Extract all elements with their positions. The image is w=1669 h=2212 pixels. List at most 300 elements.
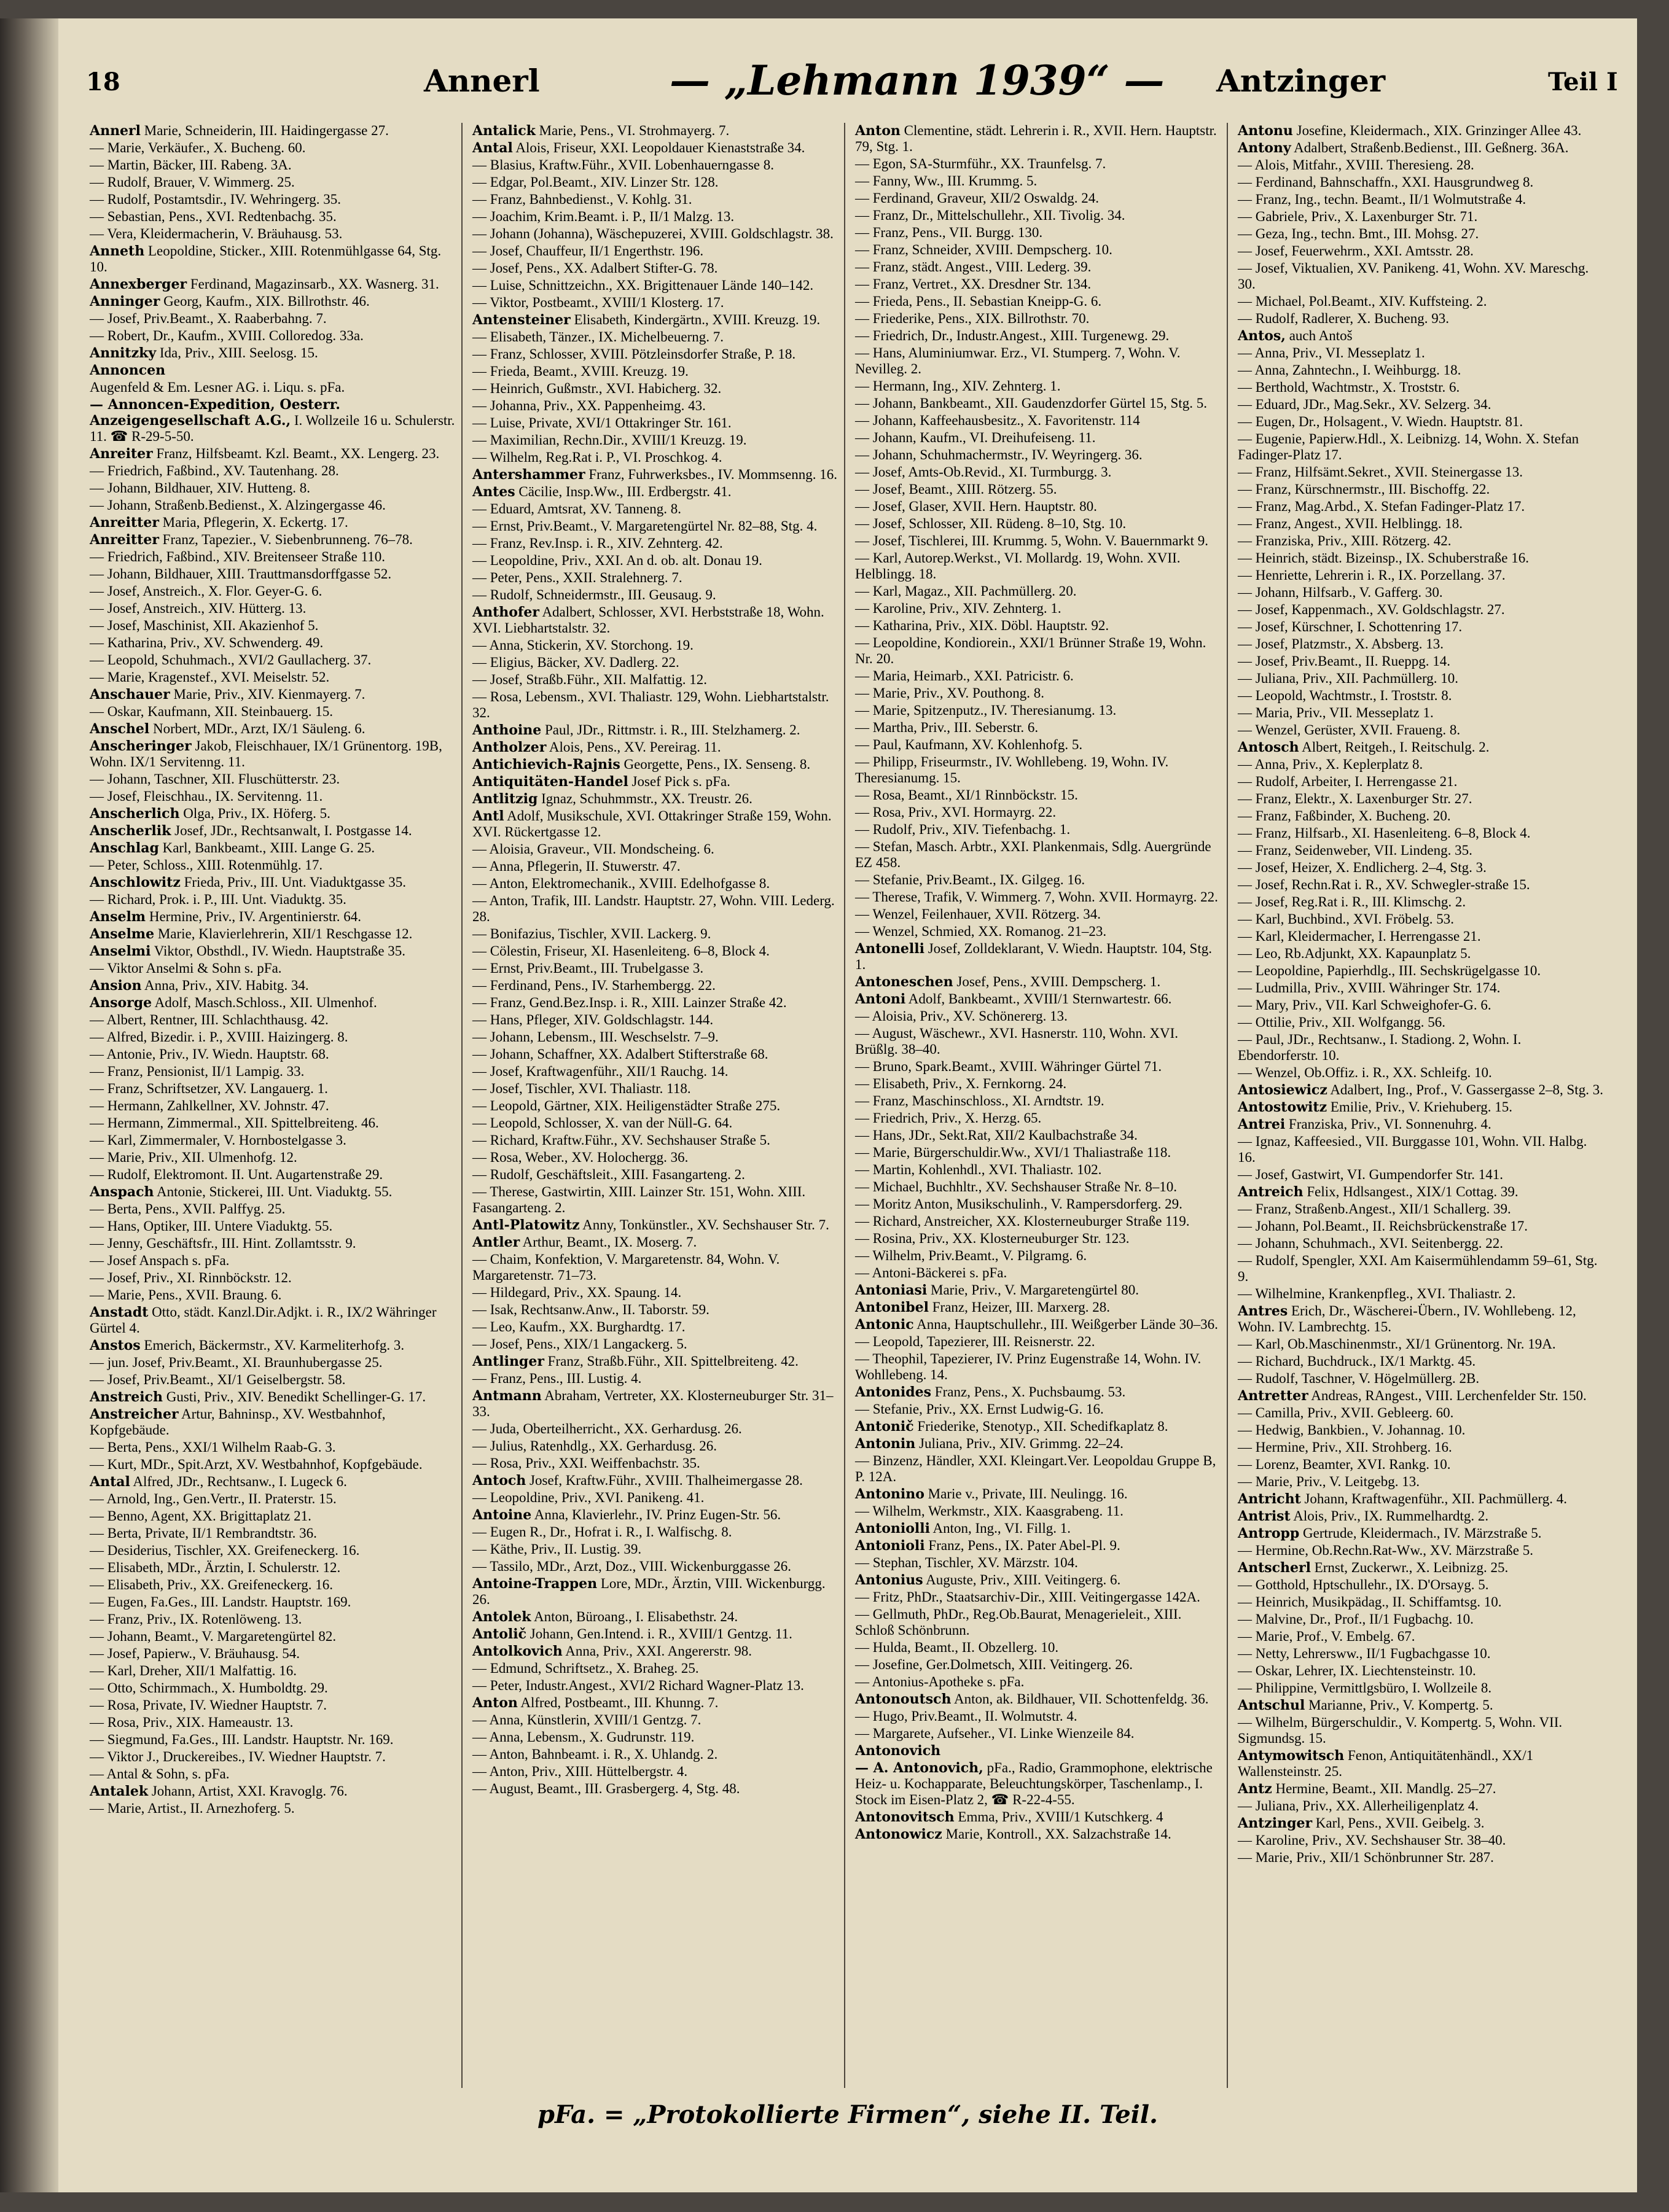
entry-details: — Anna, Stickerin, XV. Storchong. 19. [472, 637, 694, 653]
directory-entry [1238, 345, 1603, 361]
directory-entry [90, 1543, 455, 1559]
entry-details: — Josef, Priv.Beamt., XI/1 Geiselbergstr. 58. [90, 1372, 346, 1387]
directory-entry [1238, 1697, 1603, 1713]
directory-entry [472, 484, 838, 500]
directory-entry [472, 450, 838, 465]
entry-details: — Philippine, Vermittlgsbüro, I. Wollzeile 8. [1238, 1680, 1492, 1696]
entry-surname: Antreich [1238, 1184, 1304, 1200]
header-first-entry: Annerl [424, 63, 540, 99]
entry-details: Ignaz, Schuhmmstr., XX. Treustr. 26. [541, 791, 752, 806]
directory-entry [472, 841, 838, 857]
entry-details: — Marie, Priv., XII/1 Schönbrunner Str. 287. [1238, 1850, 1494, 1865]
directory-entry [472, 943, 838, 959]
entry-details: Alfred, Postbeamt., III. Khunng. 7. [520, 1695, 719, 1710]
directory-entry [90, 1064, 455, 1080]
entry-details: — Heinrich, städt. Bizeinsp., IX. Schuberstraße 16. [1238, 550, 1529, 566]
directory-entry [472, 1184, 838, 1216]
entry-details: Anna, Hauptschullehr., III. Weißgerber Lände 30–36. [917, 1317, 1218, 1332]
directory-entry [855, 533, 1221, 549]
directory-entry [90, 1629, 455, 1645]
directory-entry [472, 1132, 838, 1148]
directory-column-3 [851, 123, 1228, 2088]
entry-details: Franz, Tapezier., V. Siebenbrunneng. 76–78. [162, 532, 413, 547]
entry-details: Auguste, Priv., XIII. Veitingerg. 6. [926, 1572, 1121, 1587]
directory-entry [90, 1749, 455, 1765]
directory-entry [472, 1729, 838, 1745]
entry-details: — Egon, SA-Sturmführ., XX. Traunfelsg. 7. [855, 156, 1106, 171]
directory-entry [1238, 963, 1603, 979]
entry-surname: Antz [1238, 1781, 1272, 1797]
entry-details: — Benno, Agent, XX. Brigittaplatz 21. [90, 1508, 311, 1524]
entry-details: Hermine, Priv., IV. Argentinierstr. 64. [149, 909, 362, 924]
entry-details: Jakob, Fleischhauer, IX/1 Grünentorg. 19B, Wohn. IX/1 Servitenng. 11. [90, 738, 442, 769]
entry-details: Juliana, Priv., XIV. Grimmg. 22–24. [919, 1436, 1124, 1451]
entry-details: Alfred, JDr., Rechtsanw., I. Lugeck 6. [133, 1474, 347, 1489]
entry-details: Norbert, MDr., Arzt, IX/1 Säuleng. 6. [152, 721, 365, 736]
entry-details: Ernst, Zuckerwr., X. Leibnizg. 25. [1314, 1560, 1509, 1575]
directory-entry [1238, 739, 1603, 755]
directory-entry [90, 583, 455, 599]
directory-entry [90, 1184, 455, 1200]
entry-details: — Berta, Pens., XVII. Palffyg. 25. [90, 1201, 286, 1217]
entry-details: — Rudolf, Arbeiter, I. Herrengasse 21. [1238, 774, 1458, 789]
directory-entry [855, 1213, 1221, 1229]
directory-entry [90, 874, 455, 890]
entry-details: Arthur, Beamt., IX. Moserg. 7. [522, 1234, 697, 1250]
entry-details: — Oskar, Lehrer, IX. Liechtensteinstr. 10. [1238, 1663, 1476, 1678]
entry-details: — Marie, Verkäufer., X. Bucheng. 60. [90, 140, 306, 155]
directory-entry [855, 1351, 1221, 1383]
entry-details: — Franz, Elektr., X. Laxenburger Str. 27. [1238, 791, 1472, 806]
directory-entry [855, 720, 1221, 736]
directory-entry [1238, 1491, 1603, 1507]
directory-entry [90, 1439, 455, 1455]
directory-entry [1238, 174, 1603, 190]
entry-details: — Stefanie, Priv.Beamt., IX. Gilgeg. 16. [855, 872, 1085, 887]
entry-surname: Anthoine [472, 722, 542, 738]
entry-details: — Leopoldine, Priv., XXI. An d. ob. alt. Donau 19. [472, 553, 762, 568]
entry-details: — Eugenie, Papierw.Hdl., X. Leibnizg. 14, Wohn. X. Stefan Fadinger-Platz 17. [1238, 431, 1579, 462]
entry-details: — Peter, Industr.Angest., XVI/2 Richard Wagner-Platz 13. [472, 1678, 804, 1693]
entry-details: — Rudolf, Priv., XIV. Tiefenbachg. 1. [855, 822, 1071, 837]
directory-entry [855, 413, 1221, 429]
directory-entry [1238, 1422, 1603, 1438]
entry-details: Adolf, Bankbeamt., XVIII/1 Sternwartestr. 66. [908, 991, 1172, 1007]
directory-entry [472, 1781, 838, 1797]
entry-details: Marie, Pens., VI. Strohmayerg. 7. [539, 123, 730, 138]
entry-details: — Josef, Pens., XIX/1 Langackerg. 5. [472, 1336, 687, 1352]
directory-entry [90, 652, 455, 668]
entry-details: Karl, Bankbeamt., XIII. Lange G. 25. [162, 840, 375, 855]
entry-details: — Karoline, Priv., XIV. Zehnterg. 1. [855, 601, 1061, 616]
directory-entry [472, 518, 838, 534]
entry-surname: Antlitzig [472, 791, 538, 807]
entry-details: — Lorenz, Beamter, XVI. Rankg. 10. [1238, 1457, 1451, 1472]
directory-entry [855, 345, 1221, 377]
directory-entry [1238, 1253, 1603, 1285]
entry-details: — Gotthold, Hptschullehr., IX. D'Orsayg. 5. [1238, 1577, 1489, 1592]
entry-surname: Antershammer [472, 467, 585, 483]
directory-entry [1238, 1032, 1603, 1064]
directory-entry [1238, 464, 1603, 480]
entry-details: — Josef, Beamt., XIII. Rötzerg. 55. [855, 481, 1057, 497]
directory-entry [90, 174, 455, 190]
entry-details: — Anton, Trafik, III. Landstr. Hauptstr. 27, Wohn. VIII. Lederg. 28. [472, 893, 835, 924]
entry-details: Otto, städt. Kanzl.Dir.Adjkt. i. R., IX/2 Währinger Gürtel 4. [90, 1304, 437, 1336]
directory-entry [1238, 1439, 1603, 1455]
entry-details: Adalbert, Straßenb.Bedienst., III. Geßnerg. 36A. [1294, 140, 1569, 155]
directory-entry [90, 480, 455, 496]
directory-entry [855, 1809, 1221, 1825]
entry-surname: Antonič [855, 1419, 914, 1435]
directory-entry [90, 721, 455, 737]
entry-details: — Hildegard, Priv., XX. Spaung. 14. [472, 1285, 682, 1300]
entry-details: — Leopold, Tapezierer, III. Reisnerstr. 22. [855, 1334, 1095, 1349]
directory-entry [90, 1098, 455, 1114]
entry-details: — Josef, Priv.Beamt., II. Rueppg. 14. [1238, 653, 1451, 669]
entry-details: — Paul, JDr., Rechtsanw., I. Stadiong. 2, Wohn. I. Ebendorferstr. 10. [1238, 1032, 1522, 1063]
entry-details: — Richard, Buchdruck., IX/1 Marktg. 45. [1238, 1353, 1476, 1369]
directory-entry [1238, 1646, 1603, 1662]
entry-details: — Johann, Pol.Beamt., II. Reichsbrückenstraße 17. [1238, 1218, 1528, 1234]
entry-details: — Franz, Vertret., XX. Dresdner Str. 134. [855, 276, 1092, 292]
entry-details: Georg, Kaufm., XIX. Billrothstr. 46. [163, 294, 370, 309]
entry-details: — Eduard, Amtsrat, XV. Tanneng. 8. [472, 501, 681, 516]
entry-details: — Hermann, Ing., XIV. Zehnterg. 1. [855, 378, 1061, 394]
directory-entry [90, 1680, 455, 1696]
entry-surname: Antal [472, 140, 513, 156]
entry-surname: Anspach [90, 1184, 154, 1200]
directory-entry [855, 754, 1221, 786]
entry-details: — Rudolf, Geschäftsleit., XIII. Fasangarteng. 2. [472, 1167, 745, 1182]
entry-details: — Johann, Beamt., V. Margaretengürtel 82. [90, 1629, 337, 1644]
entry-details: — Peter, Pens., XXII. Stralehnerg. 7. [472, 570, 682, 585]
entry-details: — Franz, Hilfsarb., XI. Hasenleiteng. 6–8, Block 4. [1238, 825, 1531, 841]
directory-entry [1238, 226, 1603, 242]
directory-entry [90, 362, 455, 378]
entry-details: — Franz, Gend.Bez.Insp. i. R., XIII. Lainzer Straße 42. [472, 995, 787, 1010]
entry-details: — Therese, Gastwirtin, XIII. Lainzer Str. 151, Wohn. XIII. Fasangarteng. 2. [472, 1184, 806, 1215]
directory-entry [472, 553, 838, 569]
directory-entry [1238, 1680, 1603, 1696]
entry-details: — Rosa, Weber., XV. Holochergg. 36. [472, 1150, 689, 1165]
directory-entry [855, 1726, 1221, 1742]
entry-details: Marie, Kontroll., XX. Salzachstraße 14. [945, 1826, 1171, 1842]
directory-entry [472, 1490, 838, 1506]
directory-entry [855, 635, 1221, 667]
entry-details: — Friedrich, Priv., X. Herzg. 65. [855, 1110, 1042, 1126]
directory-entry [472, 398, 838, 414]
directory-entry [90, 1646, 455, 1662]
entry-details: — Franz, Priv., IX. Rotenlöweng. 13. [90, 1611, 302, 1627]
entry-surname: Antymowitsch [1238, 1748, 1345, 1764]
directory-entry [472, 1150, 838, 1166]
entry-details: — Johann, Hilfsarb., V. Gafferg. 30. [1238, 585, 1443, 600]
entry-details: — Ernst, Priv.Beamt., III. Trubelgasse 3. [472, 960, 704, 976]
entry-details: — Hedwig, Bankbien., V. Johannag. 10. [1238, 1422, 1466, 1438]
entry-details: — Josef, Reg.Rat i. R., III. Klimschg. 2. [1238, 894, 1466, 909]
directory-entry [90, 1697, 455, 1713]
directory-entry [472, 381, 838, 397]
entry-details: — Siegmund, Fa.Ges., III. Landstr. Hauptstr. Nr. 169. [90, 1732, 394, 1747]
directory-entry [472, 432, 838, 448]
directory-entry [472, 1081, 838, 1097]
directory-entry [1238, 1543, 1603, 1559]
directory-entry [472, 859, 838, 874]
directory-entry [90, 463, 455, 479]
entry-details: — Karl, Zimmermaler, V. Hornbostelgasse 3. [90, 1132, 346, 1148]
entry-details: — Isak, Rechtsanw.Anw., II. Taborstr. 59. [472, 1302, 709, 1317]
directory-entry [1238, 1353, 1603, 1369]
entry-details: — Ernst, Priv.Beamt., V. Margaretengürtel Nr. 82–88, Stg. 4. [472, 518, 818, 534]
directory-entry [1238, 1336, 1603, 1352]
directory-entry [855, 1076, 1221, 1092]
entry-surname: Antonovich [855, 1743, 941, 1759]
directory-entry [1238, 946, 1603, 962]
entry-surname: Antmann [472, 1388, 542, 1404]
directory-entry [1238, 362, 1603, 378]
entry-details: Fenon, Antiquitätenhändl., XX/1 Wallensteinstr. 25. [1238, 1748, 1534, 1779]
entry-details: — Katharina, Priv., XIX. Döbl. Hauptstr. 92. [855, 618, 1109, 633]
entry-details: — Josef, Maschinist, XII. Akazienhof 5. [90, 618, 319, 633]
directory-entry [855, 378, 1221, 394]
entry-details: — Josef, Pens., XX. Adalbert Stifter-G. 78. [472, 260, 718, 276]
directory-entry [1238, 140, 1603, 156]
entry-surname: Antoniasi [855, 1282, 928, 1298]
entry-details: — Johann, Schuhmachermstr., IV. Weyringerg. 36. [855, 447, 1143, 462]
directory-entry [1238, 1184, 1603, 1200]
directory-entry [855, 395, 1221, 411]
directory-entry [1238, 860, 1603, 876]
entry-details: Johann, Kraftwagenführ., XII. Pachmüllerg. 4. [1304, 1491, 1568, 1506]
directory-entry [90, 209, 455, 225]
entry-details: — Josef, Tischlerei, III. Krummg. 5, Wohn. V. Bauernmarkt 9. [855, 533, 1209, 548]
entry-surname: Antlinger [472, 1353, 544, 1369]
directory-entry [472, 1353, 838, 1369]
entry-details: — Elisabeth, Priv., XX. Greifeneckerg. 16. [90, 1577, 334, 1592]
directory-entry [90, 1167, 455, 1183]
directory-entry [90, 1783, 455, 1799]
entry-details: — Aloisia, Priv., XV. Schönererg. 13. [855, 1008, 1068, 1024]
entry-details: — Juliana, Priv., XII. Pachmüllerg. 10. [1238, 671, 1459, 686]
entry-details: Gusti, Priv., XIV. Benedikt Schellinger-G. 17. [166, 1389, 426, 1404]
entry-details: — Wilhelmine, Krankenpfleg., XVI. Thaliastr. 2. [1238, 1286, 1516, 1301]
entry-details: — Joachim, Krim.Beamt. i. P., II/1 Malzg. 13. [472, 209, 735, 224]
entry-details: — Rosa, Lebensm., XVI. Thaliastr. 129, Wohn. Liebhartstalstr. 32. [472, 689, 829, 720]
entry-surname: Antoch [472, 1473, 526, 1489]
entry-details: — Karl, Dreher, XII/1 Malfattig. 16. [90, 1663, 297, 1678]
directory-entry [855, 889, 1221, 905]
entry-details: — Leopold, Schlosser, X. van der Nüll-G. 64. [472, 1115, 733, 1131]
directory-entry [90, 995, 455, 1011]
directory-entry [1238, 294, 1603, 310]
directory-entry [472, 1046, 838, 1062]
entry-details: — Wenzel, Ob.Offiz. i. R., XX. Schleifg. 10. [1238, 1065, 1492, 1080]
entry-details: Frieda, Priv., III. Unt. Viaduktgasse 35. [184, 874, 407, 890]
entry-details: Marie, Priv., V. Margaretengürtel 80. [931, 1282, 1139, 1298]
directory-entry [472, 672, 838, 688]
directory-entry [1238, 481, 1603, 497]
directory-entry [855, 1640, 1221, 1656]
directory-entry [90, 1338, 455, 1353]
entry-surname: Anninger [90, 294, 160, 310]
directory-entry [1238, 688, 1603, 704]
directory-entry [1238, 209, 1603, 225]
directory-entry [1238, 397, 1603, 413]
entry-details: I. Wollzeile 16 u. Schulerstr. 11. ☎ R-29-5-50. [90, 413, 455, 444]
directory-entry [855, 190, 1221, 206]
entry-details: — Josef, Kraftwagenführ., XII/1 Rauchg. 14. [472, 1064, 729, 1079]
directory-entry [1238, 1611, 1603, 1627]
directory-entry [90, 1372, 455, 1388]
entry-details: — Josef Anspach s. pFa. [90, 1253, 230, 1268]
directory-entry [472, 1421, 838, 1437]
entry-details: — Johanna, Priv., XX. Pappenheimg. 43. [472, 398, 706, 413]
directory-entry [90, 497, 455, 513]
directory-entry [90, 687, 455, 703]
directory-column-4 [1234, 123, 1609, 2088]
entry-details: — Ignaz, Kaffeesied., VII. Burggasse 101, Wohn. VII. Halbg. 16. [1238, 1134, 1587, 1165]
entry-surname: Antiquitäten-Handel [472, 774, 628, 790]
entry-details: — Hermann, Zimmermal., XII. Spittelbreiteng. 46. [90, 1115, 379, 1131]
directory-entry [855, 1265, 1221, 1281]
entry-details: — Rudolf, Postamtsdir., IV. Wehringerg. 35. [90, 192, 341, 207]
entry-details: — Camilla, Priv., XVII. Gebleerg. 60. [1238, 1405, 1454, 1420]
entry-details: — Marie, Spitzenputz., IV. Theresianumg. 13. [855, 703, 1117, 718]
entry-details: — Oskar, Kaufmann, XII. Steinbauerg. 15. [90, 704, 333, 719]
entry-surname: Antl [472, 808, 504, 824]
entry-details: — Leopold, Wachtmstr., I. Troststr. 8. [1238, 688, 1452, 703]
directory-entry [855, 1572, 1221, 1588]
directory-entry [472, 1098, 838, 1114]
directory-entry [90, 1577, 455, 1593]
entry-details: Emma, Priv., XVIII/1 Kutschkerg. 4 [958, 1809, 1163, 1825]
directory-entry [90, 1474, 455, 1490]
entry-surname: Antoni [855, 991, 906, 1007]
directory-entry [472, 1438, 838, 1454]
entry-surname: Antonowicz [855, 1826, 942, 1842]
directory-entry [1238, 192, 1603, 208]
entry-details: — Karl, Buchbind., XVI. Fröbelg. 53. [1238, 911, 1454, 927]
directory-entry [90, 1594, 455, 1610]
directory-entry [472, 1541, 838, 1557]
entry-details: — Maximilian, Rechn.Dir., XVIII/1 Kreuzg. 19. [472, 432, 747, 448]
entry-details: — Fritz, PhDr., Staatsarchiv-Dir., XIII. Veitingergasse 142A. [855, 1589, 1200, 1605]
directory-entry [855, 1826, 1221, 1842]
entry-surname: Antonin [855, 1436, 916, 1452]
directory-entry [855, 1555, 1221, 1571]
entry-details: — Josef, Priv.Beamt., X. Raaberbahng. 7. [90, 311, 327, 326]
entry-details: Friederike, Stenotyp., XII. Schedifkaplatz 8. [917, 1419, 1168, 1434]
entry-details: — Berta, Private, II/1 Rembrandtstr. 36. [90, 1525, 317, 1541]
entry-details: — Franz, Pensionist, II/1 Lampig. 33. [90, 1064, 305, 1079]
entry-details: — Anna, Pflegerin, II. Stuwerstr. 47. [472, 859, 681, 874]
entry-details: — Gellmuth, PhDr., Reg.Ob.Baurat, Menagerieleit., XIII. Schloß Schönbrunn. [855, 1606, 1182, 1638]
entry-surname: Antonides [855, 1384, 932, 1400]
directory-entry [855, 1008, 1221, 1024]
entry-details: — Wilhelm, Werkmstr., XIX. Kaasgrabeng. 11. [855, 1503, 1124, 1519]
entry-details: — Rudolf, Radlerer, X. Bucheng. 93. [1238, 311, 1450, 326]
directory-entry [1238, 980, 1603, 996]
directory-entry [472, 1764, 838, 1780]
directory-entry [90, 1287, 455, 1303]
entry-details: — Rudolf, Spengler, XXI. Am Kaisermühlendamm 59–61, Stg. 9. [1238, 1253, 1598, 1284]
entry-details: — Edmund, Schriftsetz., X. Braheg. 25. [472, 1661, 699, 1676]
entry-details: — Geza, Ing., techn. Bmt., III. Mohsg. 27. [1238, 226, 1479, 241]
directory-entry [90, 192, 455, 208]
entry-details: — Johann, Straßenb.Bedienst., X. Alzingergasse 46. [90, 497, 386, 513]
entry-details: — Marie, Priv., XII. Ulmenhofg. 12. [90, 1150, 297, 1165]
entry-details: — Leopold, Gärtner, XIX. Heiligenstädter Straße 275. [472, 1098, 781, 1113]
entry-details: — Hulda, Beamt., II. Obzellerg. 10. [855, 1640, 1059, 1655]
entry-details: — Elisabeth, MDr., Ärztin, I. Schulerstr. 12. [90, 1560, 341, 1575]
entry-details: — Sebastian, Pens., XVI. Redtenbachg. 35. [90, 209, 337, 224]
header-part: Teil I [1548, 68, 1618, 96]
directory-entry [1238, 585, 1603, 601]
entry-surname: Anstos [90, 1338, 141, 1353]
entry-surname: Antonovitsch [855, 1809, 955, 1825]
entry-details: — Wilhelm, Reg.Rat i. P., VI. Proschkog. 4. [472, 450, 722, 465]
entry-details: — Josef, Viktualien, XV. Panikeng. 41, Wohn. XV. Mareschg. 30. [1238, 260, 1589, 292]
directory-entry [855, 1708, 1221, 1724]
entry-details: Ida, Priv., XIII. Seelosg. 15. [159, 345, 318, 360]
directory-column-2 [469, 123, 845, 2088]
entry-surname: Annerl [90, 123, 141, 139]
directory-entry [1238, 1065, 1603, 1081]
entry-details: Leopoldine, Sticker., XIII. Rotenmühlgasse 64, Stg. 10. [90, 243, 442, 275]
directory-entry [90, 1355, 455, 1371]
entry-details: — Eugen R., Dr., Hofrat i. R., I. Walfischg. 8. [472, 1524, 732, 1540]
directory-entry [855, 259, 1221, 275]
entry-details: — Hermann, Zahlkellner, XV. Johnstr. 47. [90, 1098, 329, 1113]
footer-note: pFa. = „Protokollierte Firmen“, siehe II. Teil. [537, 2100, 1158, 2129]
directory-entry [855, 430, 1221, 446]
entry-details: — Moritz Anton, Musikschulinh., V. Rampersdorferg. 29. [855, 1196, 1182, 1212]
entry-surname: Antler [472, 1234, 520, 1250]
directory-entry [855, 1282, 1221, 1298]
directory-entry [472, 1507, 838, 1523]
directory-entry [855, 481, 1221, 497]
entry-details: Alois, Priv., IX. Rummelhardtg. 2. [1293, 1508, 1489, 1524]
entry-details: — Antonie, Priv., IV. Wiedn. Hauptstr. 68. [90, 1046, 329, 1062]
entry-surname: Anselme [90, 926, 155, 942]
directory-entry [90, 157, 455, 173]
entry-details: — Marie, Prof., V. Embelg. 67. [1238, 1629, 1415, 1644]
directory-entry [90, 1457, 455, 1473]
entry-details: Anna, Klavierlehr., IV. Prinz Eugen-Str. 56. [534, 1507, 781, 1522]
directory-entry [855, 601, 1221, 617]
entry-details: — Franz, Schneider, XVIII. Dempscherg. 10. [855, 242, 1112, 257]
entry-details: — Paul, Kaufmann, XV. Kohlenhofg. 5. [855, 737, 1083, 752]
directory-entry [1238, 997, 1603, 1013]
entry-details: — Leopoldine, Papierhdlg., III. Sechskrügelgasse 10. [1238, 963, 1541, 978]
directory-entry [855, 276, 1221, 292]
entry-details: — Johann, Bankbeamt., XII. Gaudenzdorfer Gürtel 15, Stg. 5. [855, 395, 1207, 411]
entry-details: Maria, Pflegerin, X. Eckertg. 17. [162, 515, 348, 530]
entry-details: Viktor, Obsthdl., IV. Wiedn. Hauptstraße 35. [154, 943, 406, 959]
directory-entry [855, 1436, 1221, 1452]
entry-surname: — Annoncen-Expedition, Oesterr. Anzeigengesellschaft A.G., [90, 397, 340, 429]
entry-details: Augenfeld & Em. Lesner AG. i. Liqu. s. pFa. [90, 380, 345, 395]
directory-entry [472, 978, 838, 994]
directory-entry [1238, 1371, 1603, 1387]
directory-entry [855, 737, 1221, 753]
directory-entry [1238, 911, 1603, 927]
entry-surname: Antoine-Trappen [472, 1576, 598, 1592]
entry-details: Georgette, Pens., IX. Senseng. 8. [623, 757, 811, 772]
entry-surname: Ansorge [90, 995, 152, 1011]
entry-details: Josef, Kraftw.Führ., XVIII. Thalheimergasse 28. [530, 1473, 803, 1488]
